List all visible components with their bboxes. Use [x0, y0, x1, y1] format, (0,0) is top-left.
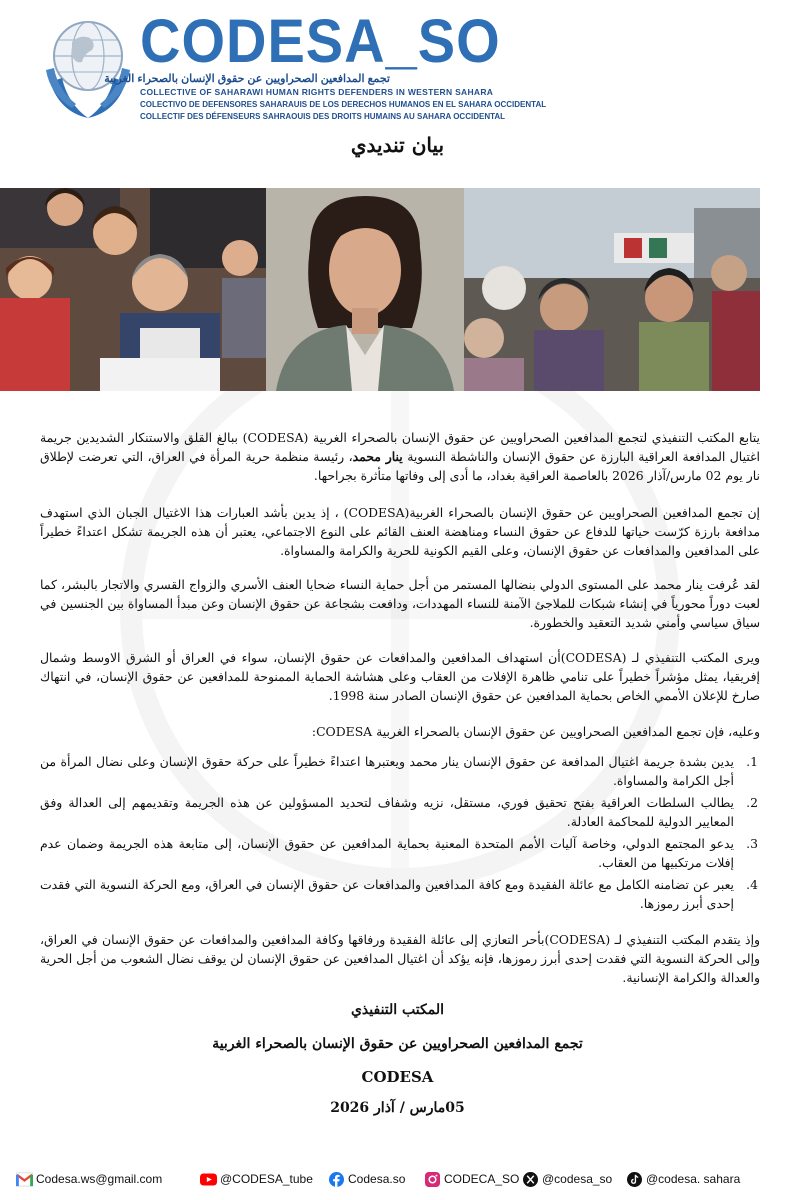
classroom-children-photo	[0, 188, 266, 391]
footer-tiktok-text: @codesa. sahara	[646, 1172, 741, 1186]
list-item-text: يعبر عن تضامنه الكامل مع عائلة الفقيدة ومع كافة المدافعين والمدافعات عن حقوق الإنسان في العراق، ومع الحركة النسوية التي فقدت إحدى أبرز رموزها.	[40, 877, 734, 911]
paragraph-condemnation: إن تجمع المدافعين الصحراويين عن حقوق الإنسان بالصحراء الغربية(CODESA) ، إذ يدين بأشد العبارات هذا الاغتيال الجبان الذي استهدف مدافعة بارزة كرّست حياتها للدفاع عن حقوق النساء ومناهضة العنف القائم على النوع الاجتماعي، يعتبر أن هذه الجريمة تشكل اعتداءً خطيراً على المدافعين والمدافعات عن حقوق الإنسان، وعلى القيم الكونية للحرية والكرامة والمساواة.	[40, 505, 760, 558]
globe-hands-icon	[42, 12, 134, 124]
footer-tiktok[interactable]	[626, 1172, 740, 1187]
paragraph-intro-text-a: يتابع المكتب التنفيذي لتجمع المدافعين الصحراويين عن حقوق الإنسان بالصحراء الغربية (CODESA) ببالغ القلق والاستنكار الشديدين جريمة اغتيال المدافعة العراقية البارزة عن حقوق الإنسان والناشطة النسوية	[40, 430, 760, 464]
footer-instagram[interactable]	[424, 1172, 519, 1187]
list-item-number: 1.	[746, 754, 758, 769]
signature-acronym: CODESA	[361, 1068, 434, 1086]
document-title: بيان تنديدي	[350, 133, 445, 157]
subtitle-arabic: تجمع المدافعين الصحراويين عن حقوق الإنسان بالصحراء الغربية	[104, 73, 390, 85]
footer-x[interactable]	[522, 1172, 612, 1187]
footer-email[interactable]	[16, 1172, 162, 1187]
footer-youtube-text: @CODESA_tube	[220, 1172, 313, 1186]
footer-instagram-text: CODECA_SO	[444, 1172, 520, 1186]
signature-office: المكتب التنفيذي	[350, 1002, 445, 1018]
subtitle-spanish: COLECTIVO DE DEFENSORES SAHARAUIS DE LOS DERECHOS HUMANOS EN EL SAHARA OCCIDENTAL	[140, 100, 547, 109]
protest-crowd-photo	[464, 188, 760, 391]
signature-organization: تجمع المدافعين الصحراويين عن حقوق الإنسان بالصحراء الغربية	[212, 1036, 583, 1052]
footer-x-text: @codesa_so	[542, 1172, 613, 1186]
list-item-text: يدين بشدة جريمة اغتيال المدافعة عن حقوق الإنسان ينار محمد ويعتبرها اعتداءً خطيراً على حركة حقوق الإنسان وعلى نضال المرأة من أجل الكرامة والمساواة.	[40, 754, 734, 788]
paragraph-impunity: ويرى المكتب التنفيذي لـ (CODESA)أن استهداف المدافعين والمدافعات عن حقوق الإنسان، سواء في العراق أو الشرق الاوسط وشمال إفريقيا، يمثل مؤشراً خطيراً على تنامي ظاهرة الإفلات من العقاب وعلى هشاشة الحماية الممنوحة للمدافعين عن حقوق الإنسان، في انتهاك صارخ للإعلان الأممي الخاص بحماية المدافعين عن حقوق الإنسان الصادر سنة 1998.	[40, 650, 760, 703]
tiktok-icon	[626, 1172, 643, 1187]
paragraph-condolences: وإذ يتقدم المكتب التنفيذي لـ (CODESA)بأحر التعازي إلى عائلة الفقيدة ورفاقها وكافة المدافعين والمدافعات عن حقوق الإنسان في العراق، وإلى الحركة النسوية التي فقدت إحدى أبرز رموزها، فإنه يؤكد أن اغتيال المدافعين عن حقوق الإنسان لن يوقف نضال الشعوب من أجل الحرية والعدالة والكرامة الإنسانية.	[40, 932, 760, 985]
list-item-number: 2.	[746, 795, 758, 810]
footer-facebook[interactable]	[328, 1172, 405, 1187]
brand-name: CODESA_SO	[140, 5, 501, 76]
demands-list	[40, 752, 760, 916]
victim-name: ينار محمد	[352, 449, 403, 464]
gmail-icon	[16, 1172, 33, 1187]
subtitle-french: COLLECTIF DES DÉFENSEURS SAHRAOUIS DES DROITS HUMAINS AU SAHARA OCCIDENTAL	[140, 112, 506, 121]
photo-strip	[0, 188, 760, 391]
instagram-icon	[424, 1172, 441, 1187]
list-item	[40, 875, 760, 913]
paragraph-intro	[40, 428, 760, 485]
list-item-number: 3.	[746, 836, 758, 851]
footer-email-text: Codesa.ws@gmail.com	[36, 1172, 163, 1186]
footer-youtube[interactable]	[200, 1172, 313, 1187]
list-item	[40, 793, 760, 831]
paragraph-intro-text-b: ، رئيسة منظمة حرية المرأة في العراق، التي تعرضت لإطلاق نار يوم 02 مارس/آذار 2026 بالعاصمة العراقية بغداد، ما أدى إلى وفاتها متأثرة بجراحها.	[40, 449, 760, 483]
paragraph-biography: لقد عُرفت ينار محمد على المستوى الدولي بنضالها المستمر من أجل حماية النساء ضحايا العنف الأسري والزواج القسري والاتجار بالبشر، كما لعبت دوراً محورياً في إنشاء شبكات للملاجئ الآمنة للنساء المهددات، ودافعت بشجاعة عن حقوق الإنسان وعن مبدأ المساواة بين الجنسين في سياق سياسي وأمني شديد التعقيد والخطورة.	[40, 577, 760, 630]
x-icon	[522, 1172, 539, 1187]
list-item	[40, 834, 760, 872]
contact-footer	[14, 1168, 784, 1194]
footer-facebook-text: Codesa.so	[348, 1172, 406, 1186]
signature-date: 05مارس / آذار 2026	[330, 1100, 465, 1116]
header-logo	[40, 5, 547, 130]
subtitle-english: COLLECTIVE OF SAHARAWI HUMAN RIGHTS DEFENDERS IN WESTERN SAHARA	[140, 87, 494, 97]
paragraph-therefore: وعليه، فإن تجمع المدافعين الصحراويين عن حقوق الإنسان بالصحراء الغربية CODESA:	[311, 724, 760, 739]
facebook-icon	[328, 1172, 345, 1187]
list-item-text: يطالب السلطات العراقية بفتح تحقيق فوري، مستقل، نزيه وشفاف لتحديد المسؤولين عن هذه الجريمة وتقديمهم إلى العدالة وفق المعايير الدولية للمحاكمة العادلة.	[40, 795, 734, 829]
youtube-icon	[200, 1172, 217, 1187]
list-item-number: 4.	[746, 877, 758, 892]
woman-portrait-photo	[266, 188, 464, 391]
list-item	[40, 752, 760, 790]
list-item-text: يدعو المجتمع الدولي، وخاصة آليات الأمم المتحدة المعنية بحماية المدافعين عن حقوق الإنسان، إلى متابعة هذه الجريمة وضمان عدم إفلات مرتكبيها من العقاب.	[40, 836, 734, 870]
